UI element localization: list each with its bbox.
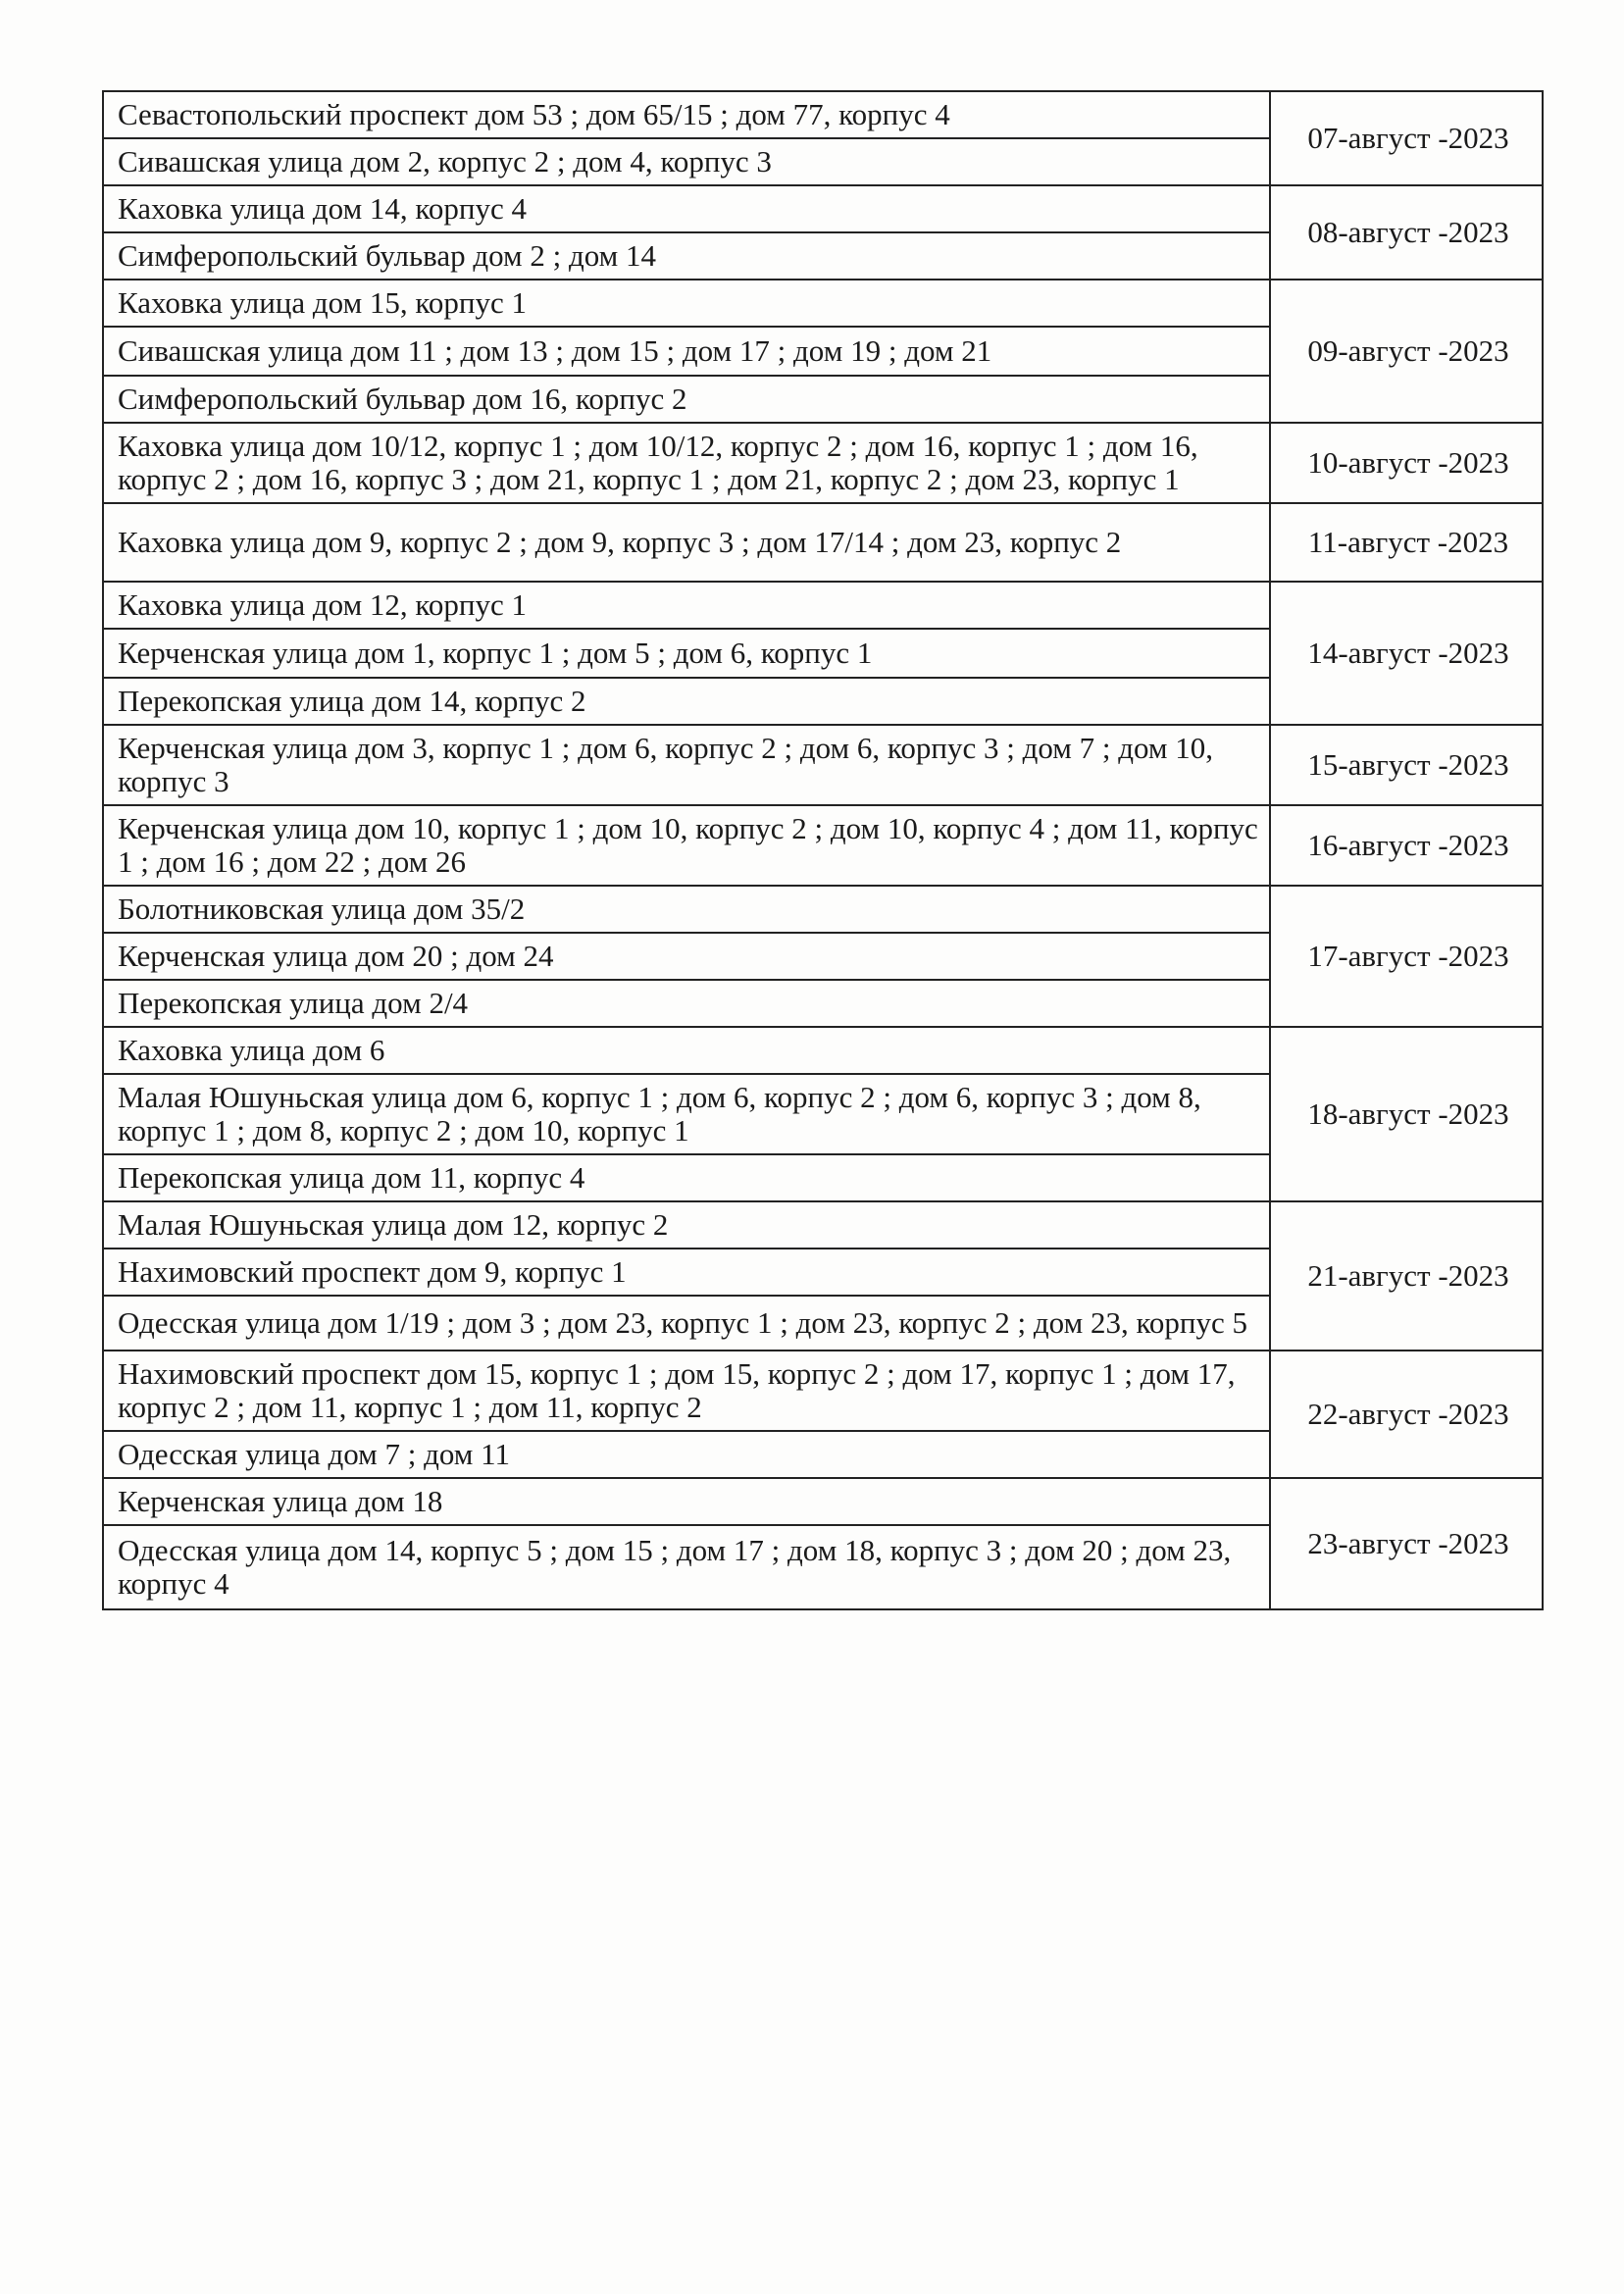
date-cell: 11-август -2023 [1270, 503, 1543, 582]
address-cell: Керченская улица дом 10, корпус 1 ; дом 10, корпус 2 ; дом 10, корпус 4 ; дом 11, корпус 1 ; дом 16 ; дом 22 ; дом 26 [103, 805, 1270, 886]
date-cell: 17-август -2023 [1270, 886, 1543, 1027]
address-cell: Каховка улица дом 14, корпус 4 [103, 185, 1270, 232]
address-cell: Керченская улица дом 20 ; дом 24 [103, 933, 1270, 980]
table-row [103, 1201, 1543, 1249]
address-cell: Малая Юшуньская улица дом 12, корпус 2 [103, 1201, 1270, 1249]
table-row [103, 280, 1543, 327]
address-cell: Нахимовский проспект дом 9, корпус 1 [103, 1249, 1270, 1296]
address-cell: Сивашская улица дом 2, корпус 2 ; дом 4, корпус 3 [103, 138, 1270, 185]
address-cell: Перекопская улица дом 11, корпус 4 [103, 1154, 1270, 1201]
table-row [103, 1351, 1543, 1431]
table-row [103, 725, 1543, 805]
date-cell: 10-август -2023 [1270, 423, 1543, 503]
table-row [103, 91, 1543, 138]
date-cell: 07-август -2023 [1270, 91, 1543, 185]
address-cell: Симферопольский бульвар дом 2 ; дом 14 [103, 232, 1270, 280]
address-cell: Перекопская улица дом 2/4 [103, 980, 1270, 1027]
schedule-body [103, 91, 1543, 1609]
address-cell: Каховка улица дом 15, корпус 1 [103, 280, 1270, 327]
address-cell: Сивашская улица дом 11 ; дом 13 ; дом 15 ; дом 17 ; дом 19 ; дом 21 [103, 327, 1270, 376]
date-cell: 21-август -2023 [1270, 1201, 1543, 1351]
address-cell: Одесская улица дом 14, корпус 5 ; дом 15 ; дом 17 ; дом 18, корпус 3 ; дом 20 ; дом 23, корпус 4 [103, 1525, 1270, 1609]
address-cell: Болотниковская улица дом 35/2 [103, 886, 1270, 933]
address-cell: Керченская улица дом 18 [103, 1478, 1270, 1525]
address-cell: Каховка улица дом 10/12, корпус 1 ; дом 10/12, корпус 2 ; дом 16, корпус 1 ; дом 16, корпус 2 ; дом 16, корпус 3 ; дом 21, корпус 1 ; дом 21, корпус 2 ; дом 23, корпус 1 [103, 423, 1270, 503]
address-cell: Малая Юшуньская улица дом 6, корпус 1 ; дом 6, корпус 2 ; дом 6, корпус 3 ; дом 8, корпус 1 ; дом 8, корпус 2 ; дом 10, корпус 1 [103, 1074, 1270, 1154]
table-row [103, 185, 1543, 232]
table-row [103, 1478, 1543, 1525]
address-cell: Севастопольский проспект дом 53 ; дом 65/15 ; дом 77, корпус 4 [103, 91, 1270, 138]
address-cell: Керченская улица дом 1, корпус 1 ; дом 5 ; дом 6, корпус 1 [103, 629, 1270, 678]
address-cell: Перекопская улица дом 14, корпус 2 [103, 678, 1270, 725]
table-row [103, 1027, 1543, 1074]
address-cell: Каховка улица дом 9, корпус 2 ; дом 9, корпус 3 ; дом 17/14 ; дом 23, корпус 2 [103, 503, 1270, 582]
address-cell: Керченская улица дом 3, корпус 1 ; дом 6, корпус 2 ; дом 6, корпус 3 ; дом 7 ; дом 10, корпус 3 [103, 725, 1270, 805]
date-cell: 16-август -2023 [1270, 805, 1543, 886]
date-cell: 15-август -2023 [1270, 725, 1543, 805]
date-cell: 18-август -2023 [1270, 1027, 1543, 1201]
date-cell: 14-август -2023 [1270, 582, 1543, 725]
table-row [103, 503, 1543, 582]
table-row [103, 805, 1543, 886]
address-cell: Симферопольский бульвар дом 16, корпус 2 [103, 376, 1270, 423]
address-cell: Одесская улица дом 1/19 ; дом 3 ; дом 23, корпус 1 ; дом 23, корпус 2 ; дом 23, корпус 5 [103, 1296, 1270, 1351]
address-cell: Каховка улица дом 12, корпус 1 [103, 582, 1270, 629]
address-cell: Каховка улица дом 6 [103, 1027, 1270, 1074]
table-row [103, 886, 1543, 933]
date-cell: 09-август -2023 [1270, 280, 1543, 423]
address-cell: Нахимовский проспект дом 15, корпус 1 ; дом 15, корпус 2 ; дом 17, корпус 1 ; дом 17, корпус 2 ; дом 11, корпус 1 ; дом 11, корпус 2 [103, 1351, 1270, 1431]
date-cell: 22-август -2023 [1270, 1351, 1543, 1478]
address-cell: Одесская улица дом 7 ; дом 11 [103, 1431, 1270, 1478]
date-cell: 08-август -2023 [1270, 185, 1543, 280]
table-row [103, 423, 1543, 503]
date-cell: 23-август -2023 [1270, 1478, 1543, 1609]
table-row [103, 582, 1543, 629]
address-schedule-table [102, 90, 1544, 1610]
